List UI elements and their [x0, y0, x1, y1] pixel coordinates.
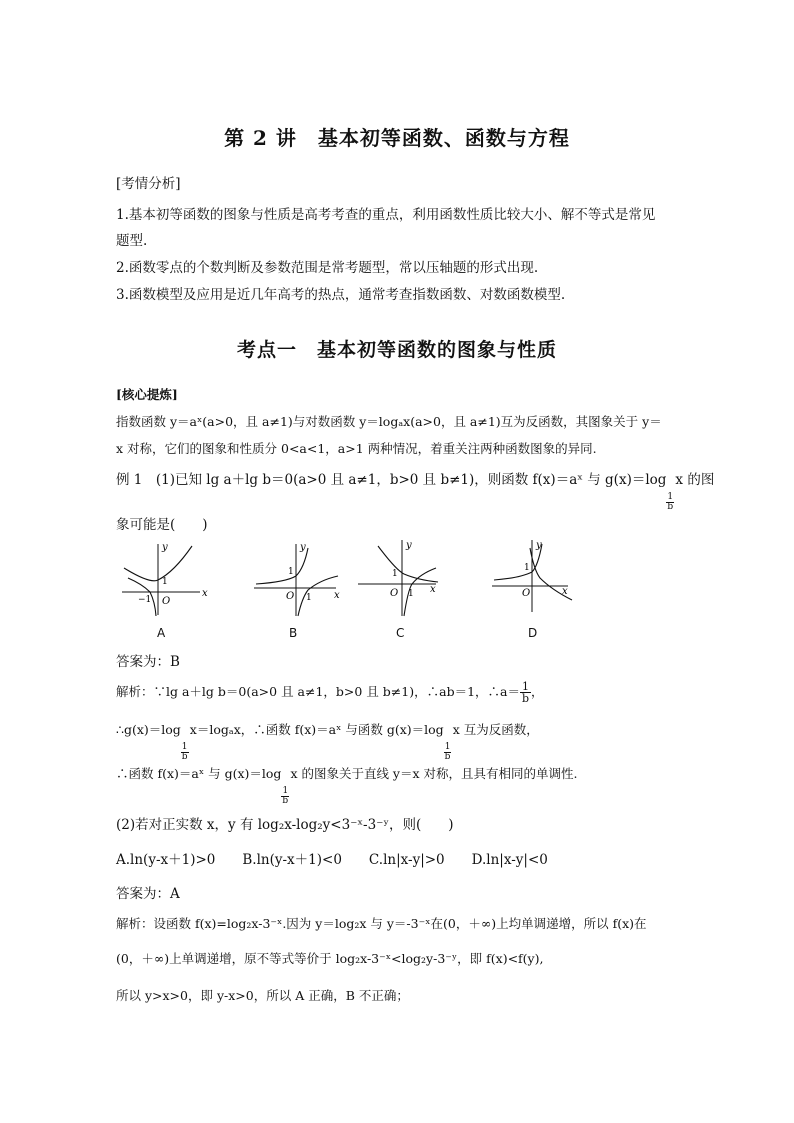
- section-title: 考点一 基本初等函数的图象与性质: [236, 339, 557, 361]
- core-line-1: 指数函数 y＝aˣ(a>0，且 a≠1)与对数函数 y＝logₐx(a>0，且 a≠1)互为反函数，其图象关于 y＝: [116, 414, 662, 429]
- graph-b-y-label: y: [300, 542, 306, 553]
- graph-a-origin: O: [162, 596, 171, 607]
- graph-b-curve-log: [298, 576, 338, 616]
- exam-analysis-heading: [考情分析]: [116, 176, 181, 192]
- graph-d-svg: [490, 540, 580, 620]
- core-line-2: x 对称，它们的图象和性质分 0<a<1，a>1 两种情况，着重关注两种函数图象的异同.: [116, 441, 597, 456]
- graph-d-y-label: y: [536, 540, 542, 551]
- graph-b-origin: O: [286, 591, 295, 602]
- example-1-q-part1: 例 1 (1)已知 lg a＋lg b＝0(a>0 且 a≠1，b>0 且 b≠1)，则函数 f(x)＝aˣ 与 g(x)＝log: [116, 472, 667, 488]
- exam-analysis-item-1-cont: 题型.: [116, 233, 148, 249]
- graph-a-x-label: x: [202, 588, 208, 599]
- graph-d-one: 1: [524, 563, 530, 573]
- fraction-den: b: [521, 692, 529, 705]
- solution-3-part2: x 的图象关于直线 y＝x 对称，且具有相同的单调性.: [290, 766, 578, 781]
- solution-line-6: 所以 y>x>0，即 y-x>0，所以 A 正确，B 不正确；: [116, 988, 409, 1003]
- log-base-num-4: 1: [282, 786, 289, 796]
- graph-c-one-x: 1: [408, 589, 414, 599]
- graph-d-curve-exp: [494, 544, 542, 580]
- solution-line-4: 解析：设函数 f(x)=log₂x-3⁻ˣ.因为 y＝log₂x 与 y＝-3⁻ˣ在(0，＋∞)上均单调递增，所以 f(x)在: [116, 916, 647, 931]
- graph-a-label: A: [157, 626, 166, 640]
- core-heading: [核心提炼]: [116, 387, 178, 402]
- graph-c-label: C: [396, 626, 405, 640]
- lecture-title: 第 2 讲 基本初等函数、函数与方程: [224, 126, 570, 150]
- solution-2-part3: x 互为反函数，: [452, 722, 539, 737]
- solution-line-5: (0，＋∞)上单调递增，原不等式等价于 log₂x-3⁻ˣ<log₂y-3⁻ʸ，即 f(x)<f(y),: [116, 951, 544, 966]
- solution-line-3: [116, 764, 578, 806]
- solution-1-fraction: [520, 681, 531, 704]
- solution-1-part2: ，: [530, 684, 544, 699]
- solution-3-part1: ∴函数 f(x)＝aˣ 与 g(x)＝log: [116, 766, 282, 781]
- graph-b-curve-exp: [256, 548, 308, 584]
- graph-c: [356, 540, 446, 620]
- log-base-den: b: [667, 502, 674, 512]
- solution-1-part1: 解析：∵lg a＋lg b＝0(a>0 且 a≠1，b>0 且 b≠1)，∴ab＝1，∴a＝: [116, 684, 520, 699]
- graph-b: [250, 540, 340, 620]
- question-2-options: A.ln(y-x＋1)>0 B.ln(y-x＋1)<0 C.ln|x-y|>0 D.ln|x-y|<0: [116, 852, 548, 868]
- graph-a-y-label: y: [162, 542, 168, 553]
- exam-analysis-item-2: 2.函数零点的个数判断及参数范围是常考题型，常以压轴题的形式出现.: [116, 260, 539, 276]
- graph-b-label: B: [289, 626, 298, 640]
- exam-analysis-item-3: 3.函数模型及应用是近几年高考的热点，通常考查指数函数、对数函数模型.: [116, 287, 566, 303]
- answer-2: 答案为：A: [116, 886, 180, 902]
- example-1-question-line2: 象可能是( ): [116, 517, 208, 533]
- graph-a-neg-one: −1: [138, 595, 152, 605]
- graph-d-x-label: x: [562, 586, 568, 597]
- graph-a-svg: [118, 540, 208, 620]
- exam-analysis-item-1: 1.基本初等函数的图象与性质是高考考查的重点，利用函数性质比较大小、解不等式是常见: [116, 207, 656, 223]
- graph-a-one: 1: [162, 577, 168, 587]
- graph-c-y-label: y: [406, 540, 412, 551]
- example-1-q-part2: x 的图: [675, 472, 715, 488]
- graph-d-label: D: [528, 626, 538, 640]
- question-2: (2)若对正实数 x，y 有 log₂x-log₂y<3⁻ˣ-3⁻ʸ，则( ): [116, 817, 454, 833]
- graph-c-svg: [356, 540, 446, 620]
- graph-c-curve-exp: [378, 546, 438, 582]
- log-base-num: 1: [667, 492, 674, 502]
- log-base-num-3: 1: [444, 742, 451, 752]
- example-1-question: [116, 468, 715, 512]
- log-base-den-4: b: [282, 796, 289, 806]
- graph-d-origin: O: [522, 588, 531, 599]
- graph-b-x-label: x: [334, 590, 340, 601]
- graph-d: [490, 540, 580, 620]
- solution-2-part2: x＝logₐx，∴函数 f(x)＝aˣ 与函数 g(x)＝log: [189, 722, 444, 737]
- answer-1: 答案为：B: [116, 654, 180, 670]
- graph-a: [118, 540, 208, 620]
- graph-b-one-x: 1: [306, 593, 312, 603]
- graph-c-one: 1: [392, 569, 398, 579]
- graph-c-x-label: x: [430, 584, 436, 595]
- solution-line-1: [116, 681, 544, 704]
- fraction-num: 1: [521, 680, 529, 693]
- log-base-num-2: 1: [181, 742, 188, 752]
- solution-2-part1: ∴g(x)＝log: [116, 722, 181, 737]
- log-base-den-2: b: [181, 752, 188, 762]
- graph-b-one: 1: [288, 567, 294, 577]
- log-base-den-3: b: [444, 752, 451, 762]
- graph-b-svg: [250, 540, 340, 620]
- graph-c-origin: O: [390, 588, 399, 599]
- solution-line-2: [116, 720, 539, 762]
